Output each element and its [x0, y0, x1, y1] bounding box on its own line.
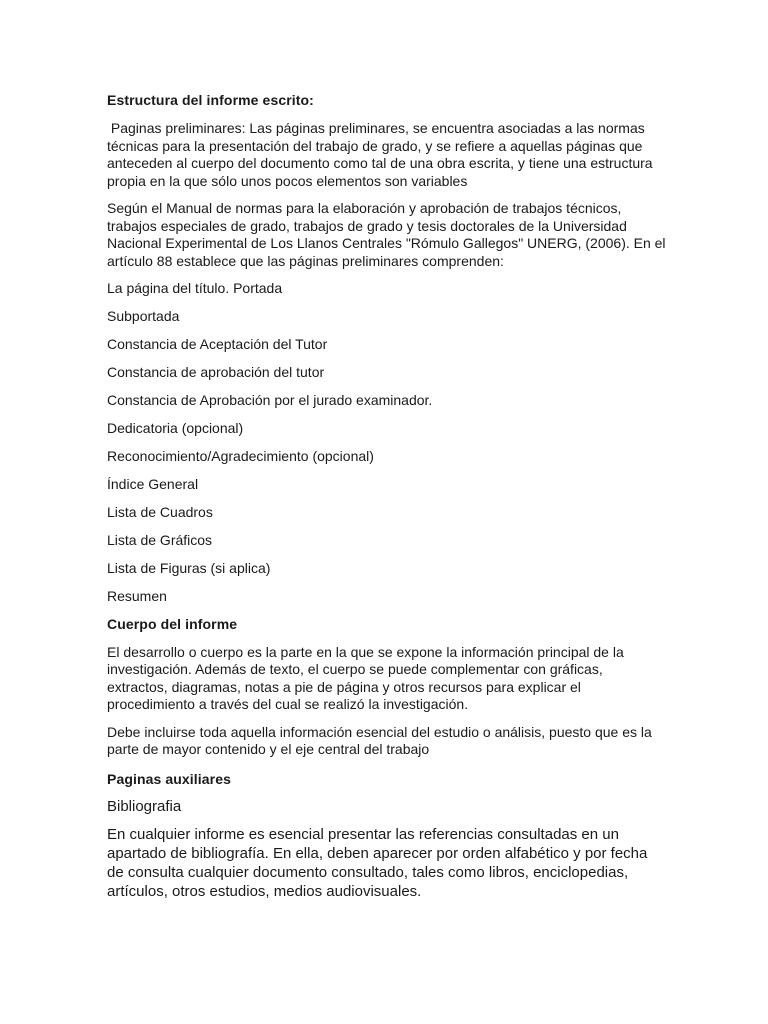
paragraph-cuerpo-desarrollo: El desarrollo o cuerpo es la parte en la que se expone la información principal de la investigación. Además de texto, el cuerpo se puede complementar con gráficas, extractos, diagramas, notas a pie de página y otros recursos para explicar el procedimiento a través del cual se realizó la investigación.	[107, 643, 624, 712]
bibliografia-label: Bibliografia	[107, 797, 182, 815]
list-item: Reconocimiento/Agradecimiento (opcional)	[107, 448, 374, 464]
list-item: Dedicatoria (opcional)	[107, 420, 244, 436]
list-item: Lista de Cuadros	[107, 504, 213, 520]
list-item: Índice General	[107, 476, 199, 492]
paragraph-paginas-preliminares: Paginas preliminares: Las páginas preliminares, se encuentra asociadas a las normas técnicas para la presentación del trabajo de grado, y se refiere a aquellas páginas que anteceden al cuerpo del documento como tal de una obra escrita, y tiene una estructura propia en la que sólo unos pocos elementos son variables	[107, 120, 657, 189]
list-item: Subportada	[107, 308, 180, 324]
document-page	[107, 90, 667, 901]
list-item: Constancia de Aprobación por el jurado examinador.	[107, 392, 433, 408]
list-item: Lista de Figuras (si aplica)	[107, 560, 271, 576]
list-item: La página del título. Portada	[107, 280, 283, 296]
heading-estructura: Estructura del informe escrito:	[107, 92, 314, 108]
paragraph-cuerpo-informacion: Debe incluirse toda aquella información esencial del estudio o análisis, puesto que es la parte de mayor contenido y el eje central del trabajo	[107, 723, 652, 757]
list-item: Resumen	[107, 588, 167, 604]
preliminary-items-list	[107, 280, 667, 606]
list-item: Constancia de aprobación del tutor	[107, 364, 325, 380]
paragraph-manual-normas: Según el Manual de normas para la elaboración y aprobación de trabajos técnicos, trabajos especiales de grado, trabajos de grado y tesis doctorales de la Universidad Nacional Experimental de Los Llanos Centrales "Rómulo Gallegos" UNERG, (2006). En el artículo 88 establece que las páginas preliminares comprenden:	[107, 200, 666, 269]
paragraph-bibliografia: En cualquier informe es esencial presentar las referencias consultadas en un apartado de bibliografía. En ella, deben aparecer por orden alfabético y por fecha de consulta cualquier documento consultado, tales como libros, enciclopedias, artículos, otros estudios, medios audiovisuales.	[107, 825, 648, 900]
list-item: Constancia de Aceptación del Tutor	[107, 336, 328, 352]
heading-paginas-auxiliares: Paginas auxiliares	[107, 770, 231, 787]
list-item: Lista de Gráficos	[107, 532, 213, 548]
heading-cuerpo-del-informe: Cuerpo del informe	[107, 615, 238, 632]
